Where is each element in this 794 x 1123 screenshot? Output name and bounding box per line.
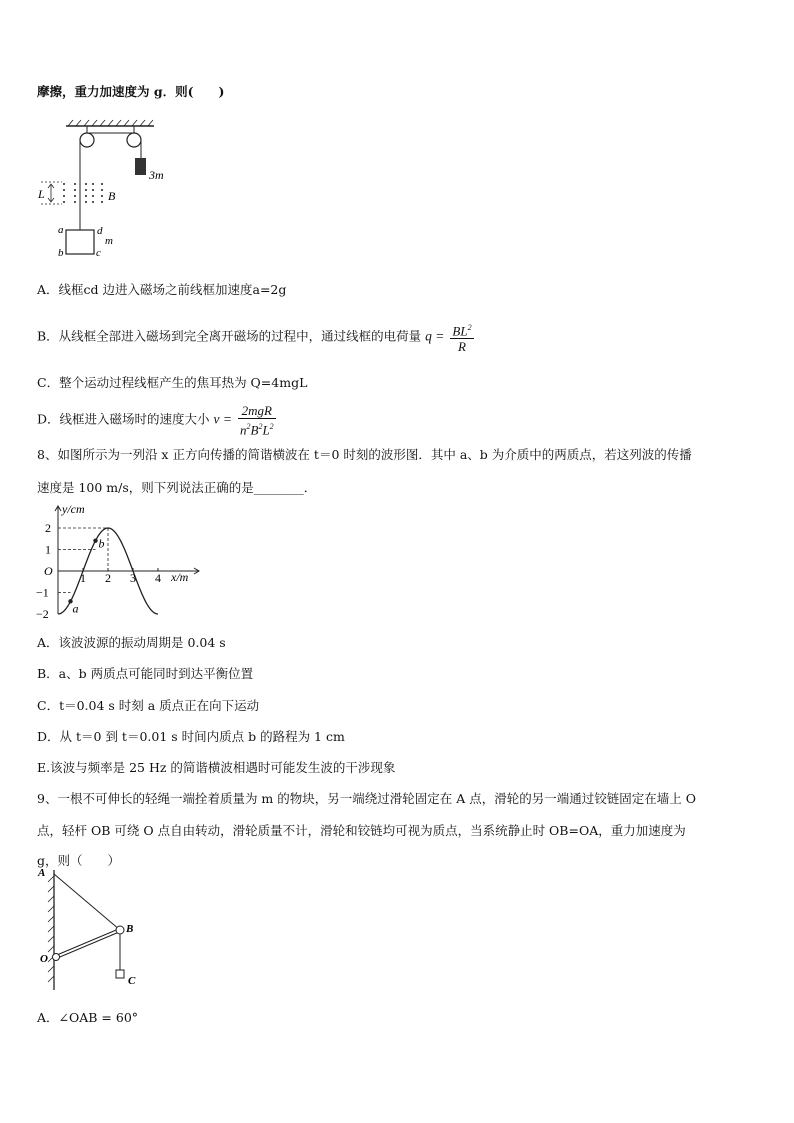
svg-text:3m: 3m xyxy=(149,168,164,182)
q7-option-b xyxy=(37,320,474,354)
q8-option-e: E.该波与频率是 25 Hz 的简谐横波相遇时可能发生波的干涉现象 xyxy=(37,760,396,775)
svg-text:a: a xyxy=(58,224,64,236)
y-tick-label-3: −1 xyxy=(36,585,49,600)
q7-pulley-figure xyxy=(36,118,176,263)
q8-stem-line1: 8、如图所示为一列沿 x 正方向传播的简谐横波在 t＝0 时刻的波形图．其中 a、b 为介质中的两质点，若这列波的传播 xyxy=(37,447,692,462)
q8-option-a: A．该波波源的振动周期是 0.04 s xyxy=(37,635,226,650)
mass-3m-block xyxy=(135,158,146,175)
y-tick-label-0: 2 xyxy=(45,521,51,535)
x-tick-label-4: 4 xyxy=(155,571,161,585)
q9-option-a: A．∠OAB = 60° xyxy=(37,1010,139,1025)
x-tick-label-2: 2 xyxy=(105,571,111,585)
hinge-o xyxy=(53,954,60,961)
x-tick-label-3: 3 xyxy=(130,571,136,585)
svg-text:A: A xyxy=(38,867,46,879)
q7-option-a: A．线框cd 边进入磁场之前线框加速度a=2g xyxy=(37,282,287,297)
svg-text:B: B xyxy=(108,189,116,203)
svg-text:m: m xyxy=(105,235,113,247)
rope-ab xyxy=(54,874,120,930)
point-label-b: b xyxy=(98,536,105,551)
svg-text:d: d xyxy=(97,225,103,237)
q7-option-d xyxy=(37,403,276,437)
q9-stem-line3: g，则（ ） xyxy=(37,853,121,868)
y-tick-label-2: O xyxy=(44,564,53,578)
q7-option-d-denominator: $n^2B^2L^2$ xyxy=(239,422,274,438)
q8-option-c: C．t＝0.04 s 时刻 a 质点正在向下运动 xyxy=(37,698,260,713)
y-tick-label-1: 1 xyxy=(45,542,51,557)
x-tick-label-1: 1 xyxy=(80,571,86,585)
svg-text:b: b xyxy=(58,247,64,259)
wire-frame-abcd xyxy=(66,230,94,254)
q8-wave-chart xyxy=(34,500,204,620)
q7-option-b-text: B．从线框全部进入磁场到完全离开磁场的过程中，通过线框的电荷量 xyxy=(37,328,422,344)
point-label-a: a xyxy=(72,601,79,616)
svg-text:L: L xyxy=(38,187,45,201)
q7-option-d-numerator: 2mgR xyxy=(238,403,276,419)
q7-option-d-lhs: v = xyxy=(213,411,232,427)
q7-option-d-text: D．线框进入磁场时的速度大小 xyxy=(37,411,210,427)
pulley-b xyxy=(116,926,124,934)
svg-text:C: C xyxy=(128,975,136,987)
q9-pulley-rod-figure xyxy=(34,862,154,997)
svg-text:B: B xyxy=(126,923,134,935)
q7-option-b-denominator: R xyxy=(458,339,466,355)
q7-option-c: C．整个运动过程线框产生的焦耳热为 Q=4mgL xyxy=(37,375,308,390)
q7-option-b-fraction xyxy=(450,320,473,354)
q8-option-d: D．从 t＝0 到 t＝0.01 s 时间内质点 b 的路程为 1 cm xyxy=(37,729,345,744)
q9-stem-line2: 点，轻杆 OB 可绕 O 点自由转动，滑轮质量不计，滑轮和铰链均可视为质点，当系统静止时 OB=OA，重力加速度为 xyxy=(37,823,686,838)
q7-intro: 摩擦，重力加速度为 g．则( ) xyxy=(37,84,225,99)
y-axis-label: y/cm xyxy=(62,502,85,516)
svg-text:O: O xyxy=(40,953,48,965)
left-pulley xyxy=(80,133,94,147)
block-c xyxy=(116,970,124,978)
x-axis-label: x/m xyxy=(171,570,189,584)
q7-option-b-numerator: $BL^2$ xyxy=(450,320,473,339)
right-pulley xyxy=(127,133,141,147)
svg-text:c: c xyxy=(96,247,101,259)
q7-option-b-lhs: q = xyxy=(425,328,445,344)
q9-stem-line1: 9、一根不可伸长的轻绳一端拴着质量为 m 的物块，另一端绕过滑轮固定在 A 点，滑轮的另一端通过铰链固定在墙上 O xyxy=(37,791,696,806)
point-b xyxy=(93,538,97,542)
q8-option-b: B．a、b 两质点可能同时到达平衡位置 xyxy=(37,666,254,681)
y-tick-label-4: −2 xyxy=(36,607,49,620)
q8-stem-line2: 速度是 100 m/s，则下列说法正确的是________． xyxy=(37,480,317,495)
q7-option-d-fraction xyxy=(238,403,276,437)
